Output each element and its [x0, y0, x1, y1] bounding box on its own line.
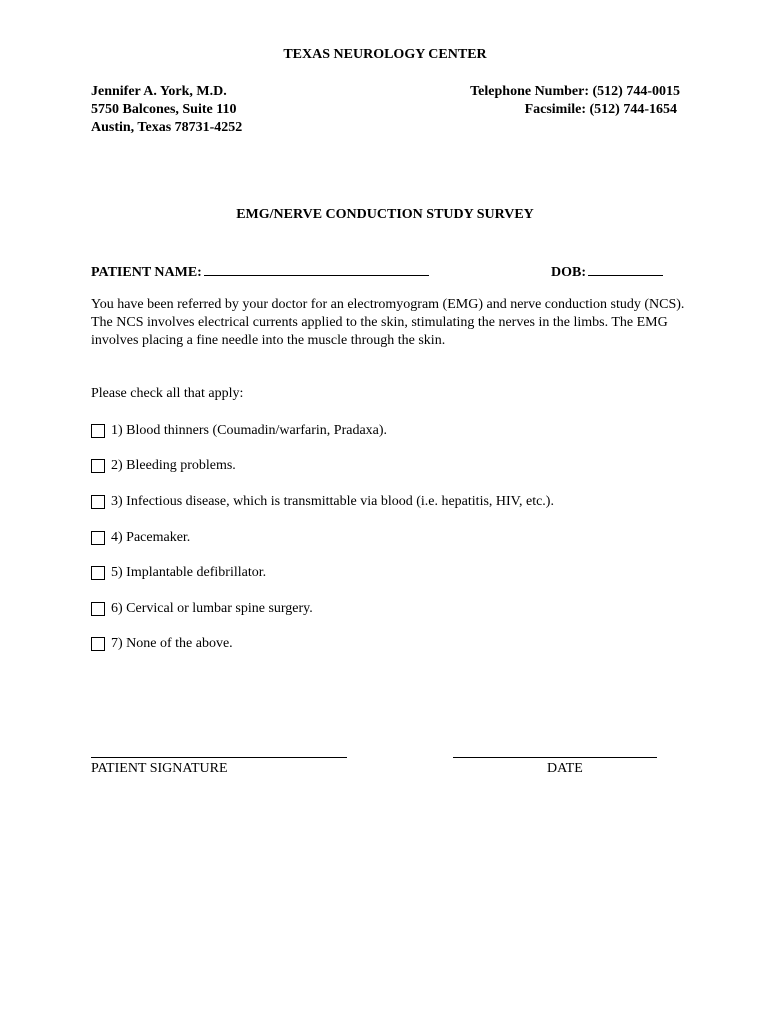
- checklist-item-label: 2) Bleeding problems.: [111, 458, 236, 473]
- checklist-item-label: 3) Infectious disease, which is transmittable via blood (i.e. hepatitis, HIV, etc.).: [111, 494, 554, 509]
- checkbox[interactable]: [91, 602, 105, 616]
- checkbox[interactable]: [91, 424, 105, 438]
- patient-name-blank[interactable]: [204, 261, 429, 276]
- checklist-item[interactable]: [91, 600, 313, 618]
- telephone-number: Telephone Number: (512) 744-0015: [470, 84, 680, 99]
- signature-label: PATIENT SIGNATURE: [91, 761, 228, 776]
- checklist-item[interactable]: [91, 564, 266, 582]
- checklist-item-label: 5) Implantable defibrillator.: [111, 565, 267, 580]
- patient-name-field[interactable]: [91, 261, 429, 281]
- checklist-item-label: 4) Pacemaker.: [111, 530, 191, 545]
- checklist-item[interactable]: [91, 635, 233, 653]
- signature-line[interactable]: [91, 757, 347, 758]
- dob-label: DOB:: [551, 265, 586, 280]
- date-label: DATE: [547, 761, 583, 776]
- checkbox[interactable]: [91, 566, 105, 580]
- checklist-item-label: 6) Cervical or lumbar spine surgery.: [111, 601, 313, 616]
- checkbox[interactable]: [91, 637, 105, 651]
- date-line[interactable]: [453, 757, 657, 758]
- center-name: TEXAS NEUROLOGY CENTER: [283, 47, 487, 62]
- intro-paragraph: You have been referred by your doctor for an electromyogram (EMG) and nerve conduction study (NCS). The NCS involves electrical currents applied to the skin, stimulating the nerves in the limbs. The EMG involves placing a fine needle into the muscle through the skin.: [91, 297, 685, 348]
- doctor-name: Jennifer A. York, M.D.: [91, 84, 227, 99]
- patient-name-label: PATIENT NAME:: [91, 265, 202, 280]
- instruction-text: Please check all that apply:: [91, 386, 244, 401]
- checklist-item-label: 7) None of the above.: [111, 636, 233, 651]
- dob-field[interactable]: [551, 261, 663, 281]
- checkbox[interactable]: [91, 459, 105, 473]
- checkbox[interactable]: [91, 531, 105, 545]
- fax-number: Facsimile: (512) 744-1654: [524, 102, 677, 117]
- checklist-item[interactable]: [91, 493, 554, 511]
- checklist-item-label: 1) Blood thinners (Coumadin/warfarin, Pradaxa).: [111, 423, 388, 438]
- checklist-item[interactable]: [91, 457, 236, 475]
- address-line-2: Austin, Texas 78731-4252: [91, 120, 243, 135]
- address-line-1: 5750 Balcones, Suite 110: [91, 102, 237, 117]
- dob-blank[interactable]: [588, 261, 663, 276]
- checklist-item[interactable]: [91, 529, 190, 547]
- checkbox[interactable]: [91, 495, 105, 509]
- checklist-item[interactable]: [91, 422, 387, 440]
- form-title: EMG/NERVE CONDUCTION STUDY SURVEY: [236, 207, 534, 222]
